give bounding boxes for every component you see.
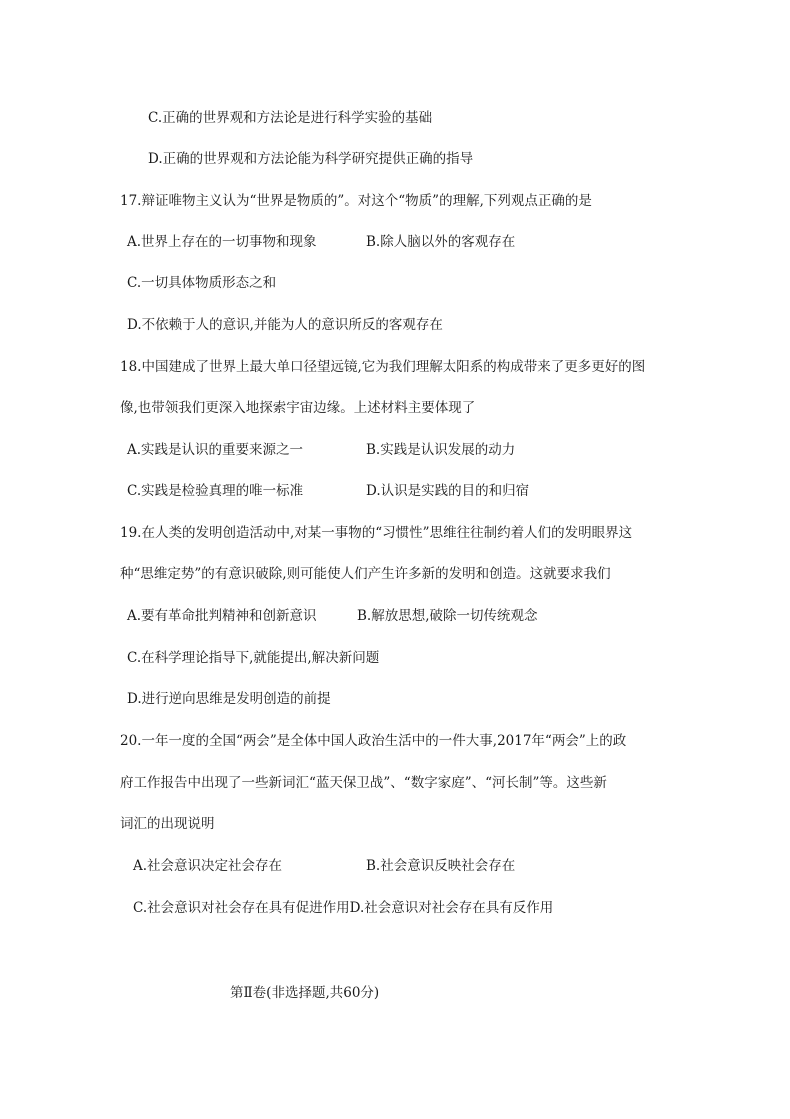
q19-stem-line1: 19.在人类的发明创造活动中,对某一事物的“习惯性”思维往往制约着人们的发明眼界这 (120, 525, 633, 541)
q17-option-b: B.除人脑以外的客观存在 (366, 234, 516, 250)
q18-option-c: C.实践是检验真理的唯一标准 (127, 483, 304, 499)
q16-option-c: C.正确的世界观和方法论是进行科学实验的基础 (148, 110, 433, 126)
q16-option-d: D.正确的世界观和方法论能为科学研究提供正确的指导 (148, 151, 474, 167)
q17-option-c: C.一切具体物质形态之和 (127, 275, 277, 291)
q18-stem-line1: 18.中国建成了世界上最大单口径望远镜,它为我们理解太阳系的构成带来了更多更好的图 (120, 359, 646, 375)
q20-option-b: B.社会意识反映社会存在 (366, 858, 516, 874)
q18-option-b: B.实践是认识发展的动力 (366, 442, 516, 458)
q18-option-a: A.实践是认识的重要来源之一 (127, 442, 304, 458)
q18-option-d: D.认识是实践的目的和归宿 (366, 483, 530, 499)
q17-option-d: D.不依赖于人的意识,并能为人的意识所反的客观存在 (127, 317, 443, 333)
q20-stem-line3: 词汇的出现说明 (120, 816, 215, 832)
q20-option-cd: C.社会意识对社会存在具有促进作用D.社会意识对社会存在具有反作用 (133, 900, 554, 916)
q19-stem-line2: 种“思维定势”的有意识破除,则可能使人们产生许多新的发明和创造。这就要求我们 (120, 566, 611, 582)
q17-stem: 17.辩证唯物主义认为“世界是物质的”。对这个“物质”的理解,下列观点正确的是 (120, 193, 592, 209)
q18-stem-line2: 像,也带领我们更深入地探索宇宙边缘。上述材料主要体现了 (120, 400, 476, 416)
q19-option-c: C.在科学理论指导下,就能提出,解决新问题 (127, 650, 380, 666)
q20-stem-line1: 20.一年一度的全国“两会”是全体中国人政治生活中的一件大事,2017年“两会”上的政 (120, 733, 627, 749)
q19-option-d: D.进行逆向思维是发明创造的前提 (127, 691, 331, 707)
q20-option-a: A.社会意识决定社会存在 (133, 858, 283, 874)
q17-option-a: A.世界上存在的一切事物和现象 (127, 234, 317, 250)
q19-option-b: B.解放思想,破除一切传统观念 (357, 608, 538, 624)
q19-option-a: A.要有革命批判精神和创新意识 (127, 608, 317, 624)
q20-stem-line2: 府工作报告中出现了一些新词汇“蓝天保卫战”、“数字家庭”、“河长制”等。这些新 (120, 775, 607, 791)
section-title: 第Ⅱ卷(非选择题,共60分) (230, 985, 380, 1001)
